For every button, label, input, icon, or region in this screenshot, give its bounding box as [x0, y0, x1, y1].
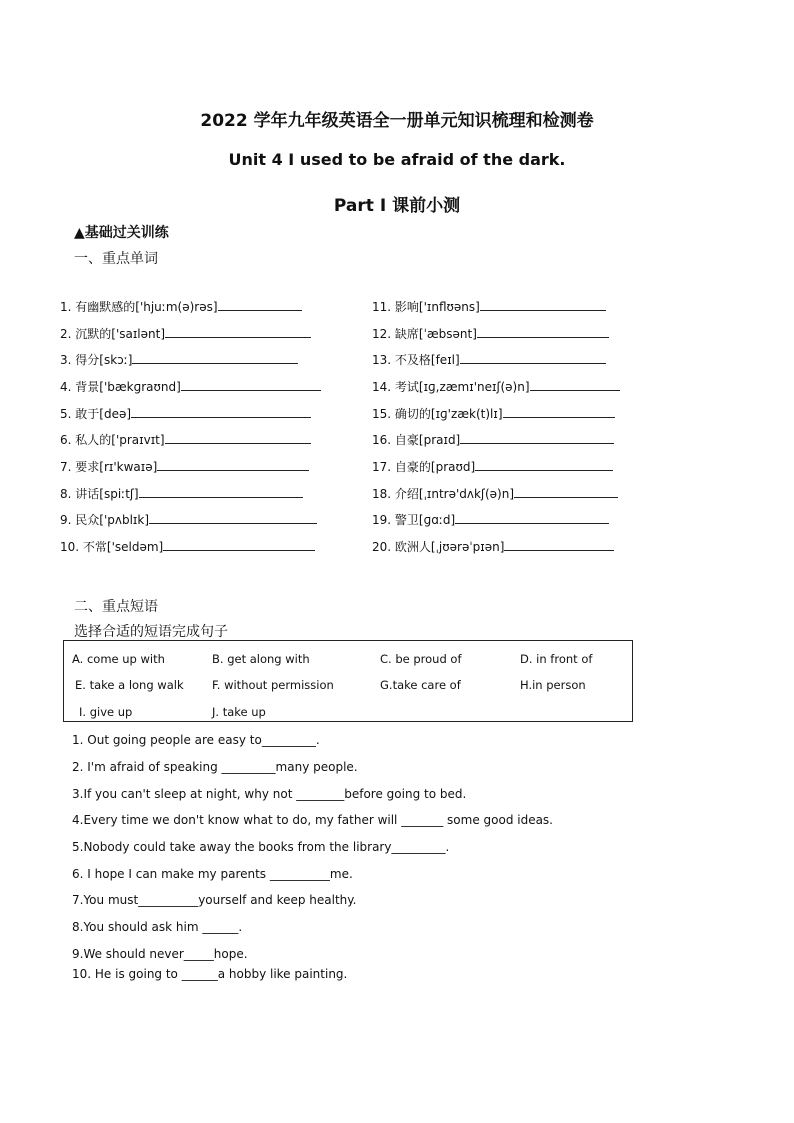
answer-blank[interactable]: _________	[261, 733, 316, 747]
sentence-item: 5.Nobody could take away the books from the library_________.	[72, 840, 450, 854]
answer-blank[interactable]	[139, 485, 303, 498]
vocab-label: 18. 介绍[ˌɪntrə'dʌkʃ(ə)n]	[372, 487, 514, 501]
answer-blank[interactable]: _________	[221, 760, 276, 774]
vocab-item	[60, 405, 311, 422]
vocab-item	[60, 378, 321, 395]
answer-blank[interactable]	[455, 511, 609, 524]
vocab-label: 7. 要求[rɪ'kwaɪə]	[60, 460, 158, 474]
answer-blank[interactable]	[504, 538, 614, 551]
answer-blank[interactable]	[460, 431, 614, 444]
options-box	[63, 640, 633, 722]
vocab-item	[60, 458, 309, 475]
subheading: ▲基础过关训练	[74, 225, 169, 241]
sentence-item: 6. I hope I can make my parents __________me.	[72, 867, 353, 881]
vocab-item	[372, 325, 609, 342]
vocab-item	[372, 458, 613, 475]
answer-blank[interactable]	[163, 538, 315, 551]
option-d: D. in front of	[520, 652, 593, 666]
vocab-label: 19. 警卫[ɡɑːd]	[372, 513, 456, 527]
vocab-item	[60, 298, 302, 315]
answer-blank[interactable]	[503, 405, 615, 418]
phrases-instruction: 选择合适的短语完成句子	[74, 624, 228, 640]
vocab-item	[372, 298, 606, 315]
option-h: H.in person	[520, 678, 586, 692]
vocab-label: 6. 私人的['praɪvɪt]	[60, 433, 165, 447]
answer-blank[interactable]	[149, 511, 317, 524]
answer-blank[interactable]	[218, 298, 302, 311]
option-a: A. come up with	[72, 652, 165, 666]
vocab-label: 9. 民众['pʌblɪk]	[60, 513, 150, 527]
vocab-label: 8. 讲话[spiːtʃ]	[60, 487, 139, 501]
vocab-label: 5. 敢于[deə]	[60, 407, 132, 421]
vocab-label: 17. 自豪的[praʊd]	[372, 460, 476, 474]
sentence-item: 9.We should never_____hope.	[72, 947, 248, 961]
unit-title: Unit 4 I used to be afraid of the dark.	[228, 150, 566, 169]
answer-blank[interactable]: _____	[183, 947, 214, 961]
vocab-item	[60, 325, 311, 342]
vocab-item	[60, 485, 303, 502]
answer-blank[interactable]	[530, 378, 620, 391]
vocab-item	[372, 405, 615, 422]
answer-blank[interactable]	[181, 378, 321, 391]
sentence-item: 4.Every time we don't know what to do, my father will _______ some good ideas.	[72, 813, 553, 827]
vocab-item	[372, 511, 609, 528]
answer-blank[interactable]	[477, 325, 609, 338]
answer-blank[interactable]	[514, 485, 618, 498]
option-c: C. be proud of	[380, 652, 462, 666]
answer-blank[interactable]	[132, 351, 298, 364]
vocab-label: 10. 不常['seldəm]	[60, 540, 164, 554]
vocab-label: 12. 缺席[ˈæbsənt]	[372, 327, 477, 341]
sentence-item: 8.You should ask him ______.	[72, 920, 243, 934]
vocab-label: 14. 考试[ɪɡ,zæmɪ'neɪʃ(ə)n]	[372, 380, 530, 394]
option-g: G.take care of	[380, 678, 461, 692]
part-title: Part I 课前小测	[333, 196, 461, 216]
vocab-label: 15. 确切的[ɪɡ'zæk(t)lɪ]	[372, 407, 503, 421]
answer-blank[interactable]	[480, 298, 606, 311]
option-e: E. take a long walk	[75, 678, 184, 692]
vocab-item	[372, 538, 614, 555]
vocab-item	[372, 351, 606, 368]
vocab-label: 13. 不及格[feɪl]	[372, 353, 460, 367]
vocab-label: 4. 背景['bækɡraʊnd]	[60, 380, 181, 394]
vocab-label: 2. 沉默的['saɪlənt]	[60, 327, 166, 341]
vocab-label: 16. 自豪[praɪd]	[372, 433, 461, 447]
answer-blank[interactable]	[165, 325, 311, 338]
option-b: B. get along with	[212, 652, 310, 666]
vocab-item	[60, 431, 311, 448]
option-f: F. without permission	[212, 678, 334, 692]
vocab-label: 1. 有幽默感的['hjuːm(ə)rəs]	[60, 300, 218, 314]
sentence-item: 7.You must__________yourself and keep healthy.	[72, 893, 357, 907]
vocab-item	[60, 538, 315, 555]
sentence-item: 3.If you can't sleep at night, why not ________before going to bed.	[72, 787, 467, 801]
vocab-item	[60, 351, 298, 368]
answer-blank[interactable]	[165, 431, 311, 444]
vocab-label: 3. 得分[skɔː]	[60, 353, 133, 367]
answer-blank[interactable]	[475, 458, 613, 471]
vocab-item	[372, 431, 614, 448]
answer-blank[interactable]: ______	[181, 967, 218, 981]
answer-blank[interactable]: ________	[296, 787, 345, 801]
vocab-item	[60, 511, 317, 528]
answer-blank[interactable]: _______	[401, 813, 444, 827]
option-j: J. take up	[212, 705, 266, 719]
answer-blank[interactable]	[131, 405, 311, 418]
answer-blank[interactable]: __________	[269, 867, 330, 881]
sentence-item: 2. I'm afraid of speaking _________many people.	[72, 760, 358, 774]
answer-blank[interactable]: __________	[138, 893, 199, 907]
answer-blank[interactable]: ______	[202, 920, 239, 934]
option-i: I. give up	[79, 705, 133, 719]
sentence-item: 10. He is going to ______a hobby like painting.	[72, 967, 348, 981]
answer-blank[interactable]	[157, 458, 309, 471]
vocab-label: 11. 影响['ɪnflʊəns]	[372, 300, 480, 314]
phrases-heading: 二、重点短语	[74, 599, 158, 615]
vocab-label: 20. 欧洲人[ˌjʊərəˈpɪən]	[372, 540, 505, 554]
answer-blank[interactable]	[460, 351, 606, 364]
vocab-item	[372, 378, 620, 395]
answer-blank[interactable]: _________	[391, 840, 446, 854]
vocab-heading: 一、重点单词	[74, 251, 158, 267]
document-title: 2022 学年九年级英语全一册单元知识梳理和检测卷	[200, 111, 594, 131]
sentence-item: 1. Out going people are easy to_________.	[72, 733, 320, 747]
vocab-item	[372, 485, 618, 502]
